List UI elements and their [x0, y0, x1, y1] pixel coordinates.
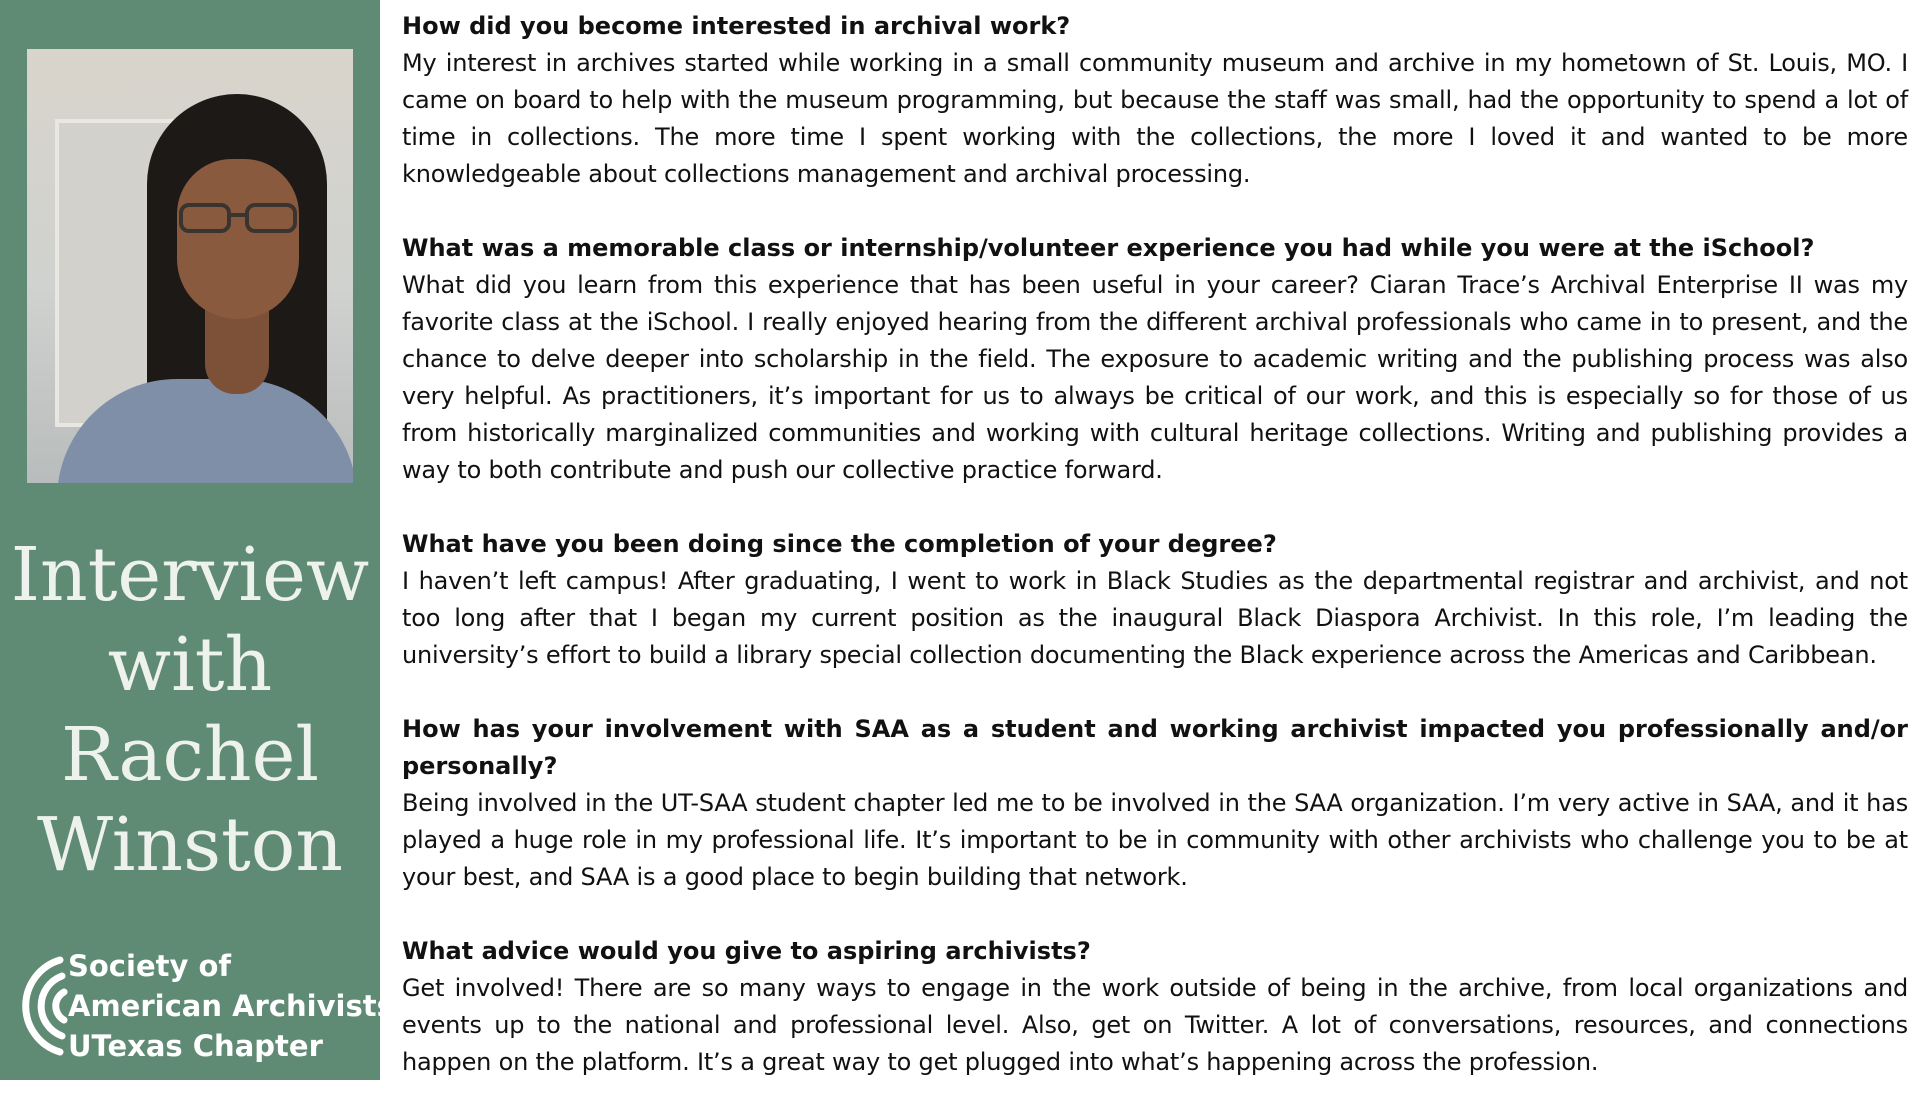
answer: Being involved in the UT-SAA student chapter led me to be involved in the SAA organization. I’m very active in SAA, and it has played a huge role in my professional life. It’s important to be in community with other archivists who challenge you to be at your best, and SAA is a good place to begin building that network.	[402, 789, 1908, 891]
logo-line: American Archivists	[68, 989, 394, 1023]
portrait-photo	[27, 49, 353, 483]
logo-line: Society of	[68, 949, 232, 983]
title-line: Interview	[10, 532, 370, 618]
question: How has your involvement with SAA as a student and working archivist impacted you professionally and/or personally?	[402, 715, 1908, 780]
answer: I haven’t left campus! After graduating, I went to work in Black Studies as the departmental registrar and archivist, and not too long after that I began my current position as the inaugural Black Diaspora Archivist. In this role, I’m leading the university’s effort to build a library special collection documenting the Black experience across the Americas and Caribbean.	[402, 567, 1908, 669]
qa-block	[402, 230, 1908, 489]
title-line: Rachel	[60, 712, 320, 798]
saa-logo-text	[68, 946, 394, 1066]
glasses-icon	[175, 199, 303, 237]
question: How did you become interested in archival work?	[402, 12, 1071, 40]
logo-line: UTexas Chapter	[68, 1029, 323, 1063]
title-line: Winston	[36, 802, 343, 888]
sidebar	[0, 0, 394, 1080]
answer: Get involved! There are so many ways to engage in the work outside of being in the archive, from local organizations and events up to the national and professional level. Also, get on Twitter. A lot of conversations, resources, and connections happen on the platform. It’s a great way to get plugged into what’s happening across the profession.	[402, 974, 1908, 1076]
question: What advice would you give to aspiring archivists?	[402, 937, 1091, 965]
saa-arcs-icon	[8, 950, 76, 1062]
title-line: with	[107, 622, 273, 708]
interview-content	[402, 8, 1908, 1118]
qa-block	[402, 8, 1908, 193]
saa-logo	[8, 946, 394, 1066]
qa-block	[402, 526, 1908, 674]
photo-face	[177, 159, 299, 319]
answer: What did you learn from this experience that has been useful in your career? Ciaran Trace’s Archival Enterprise II was my favorite class at the iSchool. I really enjoyed hearing from the different archival professionals who came in to present, and the chance to delve deeper into scholarship in the field. The exposure to academic writing and the publishing process was also very helpful. As practitioners, it’s important for us to always be critical of our work, and this is especially so for those of us from historically marginalized communities and working with cultural heritage collections. Writing and publishing provides a way to both contribute and push our collective practice forward.	[402, 271, 1908, 484]
question: What have you been doing since the completion of your degree?	[402, 530, 1277, 558]
answer: My interest in archives started while working in a small community museum and archive in my hometown of St. Louis, MO. I came on board to help with the museum programming, but because the staff was small, had the opportunity to spend a lot of time in collections. The more time I spent working with the collections, the more I loved it and wanted to be more knowledgeable about collections management and archival processing.	[402, 49, 1908, 188]
interview-title	[0, 530, 380, 890]
qa-block	[402, 711, 1908, 896]
qa-block	[402, 933, 1908, 1081]
question: What was a memorable class or internship/volunteer experience you had while you were at the iSchool?	[402, 234, 1815, 262]
